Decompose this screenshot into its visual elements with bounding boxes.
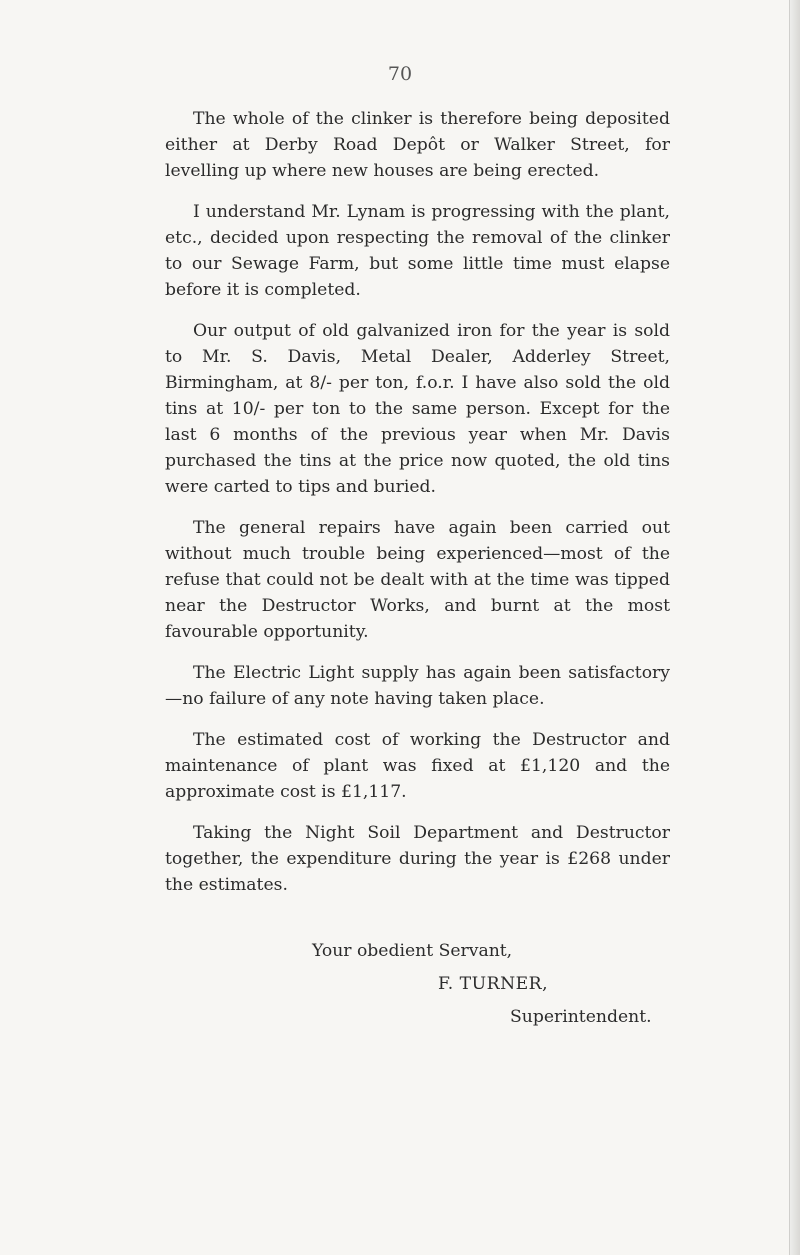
paragraph-plant-progress: I understand Mr. Lynam is progressing with the plant, etc., decided upon respecting the removal of the clinker to our Sewage Farm, but some little time must elapse before it is completed. bbox=[165, 202, 670, 300]
report-body bbox=[165, 106, 670, 913]
page-number: 70 bbox=[387, 63, 413, 85]
paragraph-iron-sales: Our output of old galvanized iron for the year is sold to Mr. S. Davis, Metal Dealer, Adderley Street, Birmingham, at 8/- per ton, f.o.r. I have also sold the old tins at 10/- per ton to the same person. Except for the last 6 months of the previous year when Mr. Davis purchased the tins at the price now quoted, the old tins were carted to tips and buried. bbox=[165, 321, 670, 497]
signatory-title: Superintendent. bbox=[510, 1007, 652, 1027]
paragraph-general-repairs: The general repairs have again been carried out without much trouble being experienced—most of the refuse that could not be dealt with at the time was tipped near the Destructor Works, and burnt at the most favourable opportunity. bbox=[165, 518, 670, 642]
signatory-name: F. TURNER, bbox=[438, 974, 549, 994]
paragraph-clinker-deposit: The whole of the clinker is therefore being deposited either at Derby Road Depôt or Walker Street, for levelling up where new houses are being erected. bbox=[165, 109, 670, 181]
closing-line: Your obedient Servant, bbox=[312, 941, 513, 961]
page-edge bbox=[789, 0, 800, 1255]
paragraph-electric-light: The Electric Light supply has again been satisfactory—no failure of any note having taken place. bbox=[165, 663, 670, 709]
paragraph-expenditure: Taking the Night Soil Department and Destructor together, the expenditure during the year is £268 under the estimates. bbox=[165, 823, 670, 895]
paragraph-estimated-cost: The estimated cost of working the Destructor and maintenance of plant was fixed at £1,120 and the approximate cost is £1,117. bbox=[165, 730, 670, 802]
